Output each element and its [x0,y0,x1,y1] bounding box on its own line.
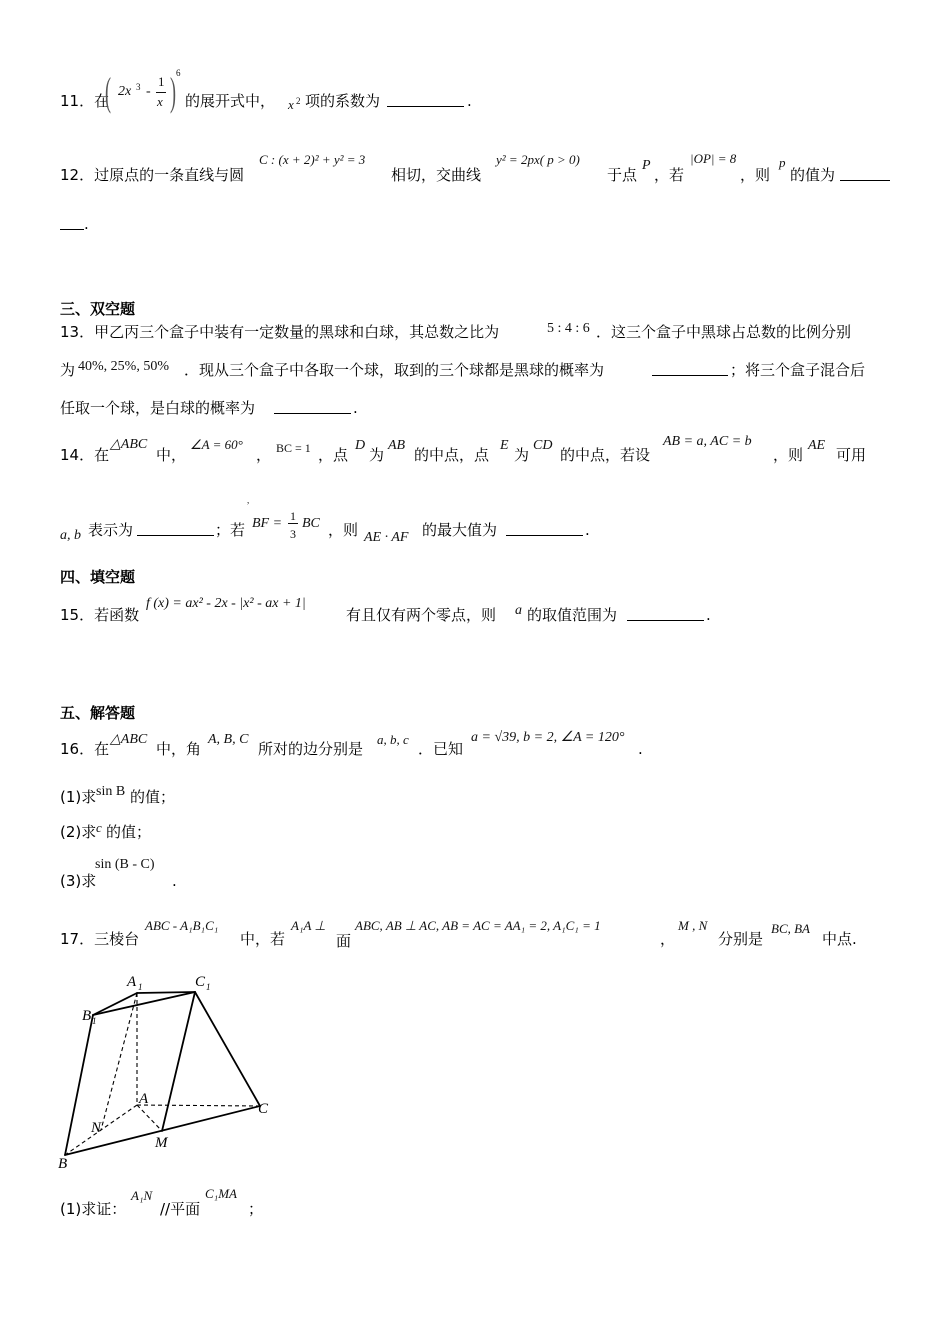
q14-ab: AB [388,438,406,453]
label-c1: C [195,974,206,990]
edge-b1-b [65,1015,93,1155]
q11-formula-minus: - [146,84,151,99]
q17-face: 面 [336,932,352,950]
q15-answer-blank[interactable] [627,606,704,621]
label-a1-sub: 1 [138,982,143,992]
q17-text-1: 中，若 [240,930,286,948]
label-a: A [139,1091,149,1107]
label-b1: B [82,1008,92,1024]
q14-angle: ∠A = 60° [190,437,243,452]
q16-part2-label: (2)求 [60,823,97,841]
q14-vector-mark: , [247,495,250,505]
q16-end: . [638,740,643,758]
q15-param-a: a [515,603,522,618]
q16-sides: a, b, c [377,732,409,747]
edge-c1-c [195,992,260,1106]
q14-text-2: ， [256,446,272,464]
q14-number: 14．在 [60,446,110,464]
q11-number: 11．在 [60,92,110,110]
q12-text-1: 相切，交曲线 [391,166,482,184]
section-3-title: 三、双空题 [60,300,136,318]
q11-right-paren: ) [170,69,176,114]
label-b: B [58,1156,68,1172]
q11-end: . [467,92,472,110]
q16-part3-end: . [172,872,177,890]
q14-point-d: D [355,438,366,453]
q17-cond2: ABC, AB ⊥ AC, AB = AC = AA₁ = 2, A₁C₁ = 1 [355,918,601,933]
q13-line1: 13．甲乙丙三个盒子中装有一定数量的黑球和白球，其总数之比为 [60,323,500,341]
label-c: C [258,1101,269,1117]
q13-line2a: 为 [60,361,76,379]
q12-number: 12．过原点的一条直线与圆 [60,166,245,184]
q11-answer-blank[interactable] [387,92,464,107]
q17-part1-label: (1)求证： [60,1200,127,1218]
q16-part1-formula: sin B [96,784,126,799]
q14-text-7: 的中点，若设 [560,446,651,464]
q12-text-5: 的值为 [790,166,836,184]
q16-part2-formula: c [96,820,102,835]
q13-end: . [353,399,358,417]
q11-formula-x: x [157,94,163,109]
q17-mn: M , N [678,918,708,933]
edge-a-c [137,1105,260,1106]
q14-bf-lhs: BF = [252,516,283,531]
q14-bf-rhs: BC [302,516,320,531]
q14-text-3: ，点 [318,446,349,464]
q16-part1-text: 的值； [130,788,176,806]
q11-x2-sup: 2 [296,96,301,106]
q14-fraction-bar [288,523,298,524]
q15-function: f (x) = ax² - 2x - |x² - ax + 1| [146,596,306,611]
q12-curve-eq: y² = 2px( p > 0) [496,152,580,167]
q14-text-10: 表示为 [88,521,134,539]
q14-cd: CD [533,438,553,453]
q14-ae: AE [808,438,826,453]
q12-p: p [779,155,786,170]
q14-vectors: AB = a, AC = b [663,434,752,449]
q12-point-p: P [642,158,651,173]
q11-text-a: 的展开式中， [185,92,276,110]
q14-answer-blank-2[interactable] [506,521,583,536]
q13-line2b: ．现从三个盒子中各取一个球，取到的三个球都是黑球的概率为 [184,361,605,379]
q17-text-3: 分别是 [718,930,764,948]
q17-bc-ba: BC, BA [771,921,810,936]
q14-text-9: 可用 [836,446,867,464]
q17-number: 17．三棱台 [60,930,140,948]
q11-formula-exp3: 3 [136,82,141,92]
q15-text-2: 的取值范围为 [527,606,618,624]
q17-part1-end: ； [248,1200,264,1218]
q15-text-1: 有且仅有两个零点，则 [346,606,497,624]
q14-ab-vars: a, b [60,528,81,543]
q16-part3-label: (3)求 [60,872,97,890]
q12-answer-blank-part2[interactable] [60,215,84,230]
q16-part3-formula: sin (B - C) [95,857,155,872]
q14-text-1: 中， [156,446,187,464]
q11-left-paren: ( [105,69,111,114]
q15-end: . [706,606,711,624]
q16-text-3: ．已知 [418,740,464,758]
q14-text-6: 为 [514,446,530,464]
edge-a-m [137,1105,162,1131]
q13-answer-blank-1[interactable] [652,361,728,376]
q17-solid: ABC - A₁B₁C₁ [145,918,219,933]
q16-number: 16．在 [60,740,110,758]
q12-end: . [84,215,89,233]
q16-given: a = √39, b = 2, ∠A = 120° [471,730,625,745]
q11-pow6: 6 [176,68,181,78]
q14-frac-num: 1 [290,509,296,523]
q17-text-2: ， [660,930,676,948]
q12-text-4: ，则 [740,166,771,184]
q17-part1-c1ma: C₁MA [205,1186,237,1201]
q17-part1-a1n: A₁N [131,1188,153,1203]
q13-line2c: ；将三个盒子混合后 [730,361,866,379]
q14-text-12: ，则 [328,521,359,539]
label-n: N [91,1120,102,1136]
q11-fraction-bar [156,92,166,93]
q11-formula-1: 1 [158,74,165,89]
label-c1-sub: 1 [206,982,211,992]
q11-x2-x: x [288,97,294,112]
label-m: M [155,1135,168,1151]
q12-text-3: ，若 [654,166,685,184]
section-5-title: 五、解答题 [60,704,136,722]
q12-op-eq: |OP| = 8 [690,151,737,166]
q14-text-11: ；若 [215,521,246,539]
edge-c1-m [162,992,195,1131]
q11-text-b: 项的系数为 [305,92,381,110]
q12-answer-blank-part1[interactable] [840,166,890,181]
label-b1-sub: 1 [92,1016,97,1026]
q14-text-8: ，则 [773,446,804,464]
q14-text-13: 的最大值为 [422,521,498,539]
q16-text-2: 所对的边分别是 [258,740,364,758]
q13-ratio: 5 : 4 : 6 [547,321,590,336]
q16-angles: A, B, C [208,732,249,747]
label-a1: A [127,974,137,990]
section-4-title: 四、填空题 [60,568,136,586]
q14-triangle: △ABC [110,437,148,452]
q14-bc: BC = 1 [276,441,311,455]
q16-text-1: 中，角 [156,740,202,758]
edge-b1-a1 [93,993,137,1015]
q17-part1-parallel: //平面 [160,1200,201,1218]
q14-dot-product: AE · AF [364,530,409,545]
q11-formula-2x: 2x [118,84,132,99]
q13-line3: 任取一个球，是白球的概率为 [60,399,256,417]
q17-text-4: 中点. [822,930,857,948]
q13-percentages: 40%, 25%, 50% [78,359,169,374]
q15-number: 15．若函数 [60,606,140,624]
q12-text-2: 于点 [607,166,638,184]
q13-line1b: ．这三个盒子中黑球占总数的比例分别 [596,323,852,341]
q14-answer-blank-1[interactable] [137,521,214,536]
edge-b1-c1 [93,992,195,1015]
q14-point-e: E [500,438,509,453]
q12-circle-eq: C : (x + 2)² + y² = 3 [259,152,366,167]
q14-text-5: 的中点，点 [414,446,490,464]
edge-a1-n [101,993,137,1130]
edge-a1-c1 [137,992,195,993]
q16-triangle: △ABC [110,732,148,747]
q13-answer-blank-2[interactable] [274,399,351,414]
q16-part2-text: 的值； [106,823,152,841]
q14-frac-den: 3 [290,527,296,541]
q14-end: . [585,521,590,539]
q16-part1-label: (1)求 [60,788,97,806]
frustum-figure [55,965,285,1180]
q14-text-4: 为 [369,446,385,464]
q17-cond1: A₁A ⊥ [291,918,326,933]
